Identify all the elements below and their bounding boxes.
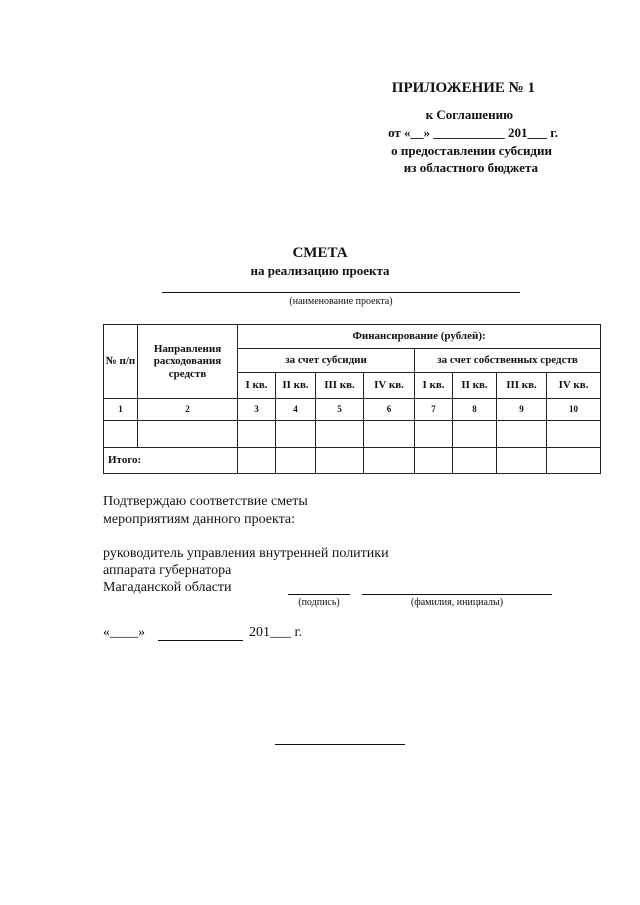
col-quarter: I кв. — [415, 373, 453, 399]
project-name-caption: (наименование проекта) — [289, 296, 393, 307]
empty-cell — [276, 448, 316, 474]
estimate-table — [103, 324, 601, 474]
empty-cell — [238, 448, 276, 474]
appendix-title: ПРИЛОЖЕНИЕ № 1 — [391, 80, 535, 96]
signer-position-3: Магаданской области — [103, 580, 232, 595]
total-label: Итого: — [104, 448, 238, 474]
column-number: 10 — [547, 399, 601, 421]
col-quarter: III кв. — [497, 373, 547, 399]
document-title: СМЕТА — [292, 245, 348, 261]
column-number: 1 — [104, 399, 138, 421]
agreement-ref: к Соглашению — [425, 107, 513, 122]
empty-cell — [364, 448, 415, 474]
empty-cell — [316, 421, 364, 448]
col-header-financing: Финансирование (рублей): — [238, 325, 601, 349]
empty-cell — [364, 421, 415, 448]
footer-date-year: 201___ г. — [249, 625, 303, 640]
subsidy-line: о предоставлении субсидии — [391, 143, 552, 158]
empty-cell — [276, 421, 316, 448]
empty-cell — [453, 421, 497, 448]
col-header-directions: Направления расходования средств — [138, 325, 238, 399]
column-number: 9 — [497, 399, 547, 421]
footer-date-month-line — [158, 640, 243, 641]
col-quarter: IV кв. — [547, 373, 601, 399]
empty-cell — [547, 421, 601, 448]
col-quarter: II кв. — [453, 373, 497, 399]
column-number: 2 — [138, 399, 238, 421]
empty-cell — [497, 448, 547, 474]
confirm-line-1: Подтверждаю соответствие сметы — [103, 494, 308, 509]
column-number: 3 — [238, 399, 276, 421]
agreement-date-line: от «__» ___________ 201___ г. — [388, 125, 558, 140]
col-quarter: IV кв. — [364, 373, 415, 399]
col-header-no: № п/п — [104, 325, 138, 399]
col-quarter: II кв. — [276, 373, 316, 399]
col-quarter: I кв. — [238, 373, 276, 399]
column-number: 4 — [276, 399, 316, 421]
closing-line — [275, 744, 405, 745]
column-number: 5 — [316, 399, 364, 421]
signer-position-2: аппарата губернатора — [103, 563, 232, 578]
total-row — [104, 448, 601, 474]
col-group-subsidy: за счет субсидии — [238, 349, 415, 373]
empty-cell — [547, 448, 601, 474]
name-line — [362, 594, 552, 595]
empty-cell — [104, 421, 138, 448]
table-row — [104, 421, 601, 448]
column-number: 8 — [453, 399, 497, 421]
table-row-numbers — [104, 399, 601, 421]
name-caption: (фамилия, инициалы) — [410, 597, 504, 608]
empty-cell — [138, 421, 238, 448]
column-number: 7 — [415, 399, 453, 421]
col-group-own-funds: за счет собственных средств — [415, 349, 601, 373]
empty-cell — [415, 448, 453, 474]
empty-cell — [453, 448, 497, 474]
signer-position-1: руководитель управления внутренней политики — [103, 546, 389, 561]
empty-cell — [238, 421, 276, 448]
empty-cell — [316, 448, 364, 474]
confirm-line-2: мероприятиям данного проекта: — [103, 512, 296, 527]
col-quarter: III кв. — [316, 373, 364, 399]
project-name-line — [162, 292, 520, 293]
signature-line — [288, 594, 350, 595]
column-number: 6 — [364, 399, 415, 421]
signature-caption: (подпись) — [298, 597, 340, 608]
footer-date-day: «____» — [103, 625, 145, 640]
budget-line: из областного бюджета — [403, 160, 538, 175]
empty-cell — [497, 421, 547, 448]
document-subtitle: на реализацию проекта — [250, 263, 390, 278]
empty-cell — [415, 421, 453, 448]
